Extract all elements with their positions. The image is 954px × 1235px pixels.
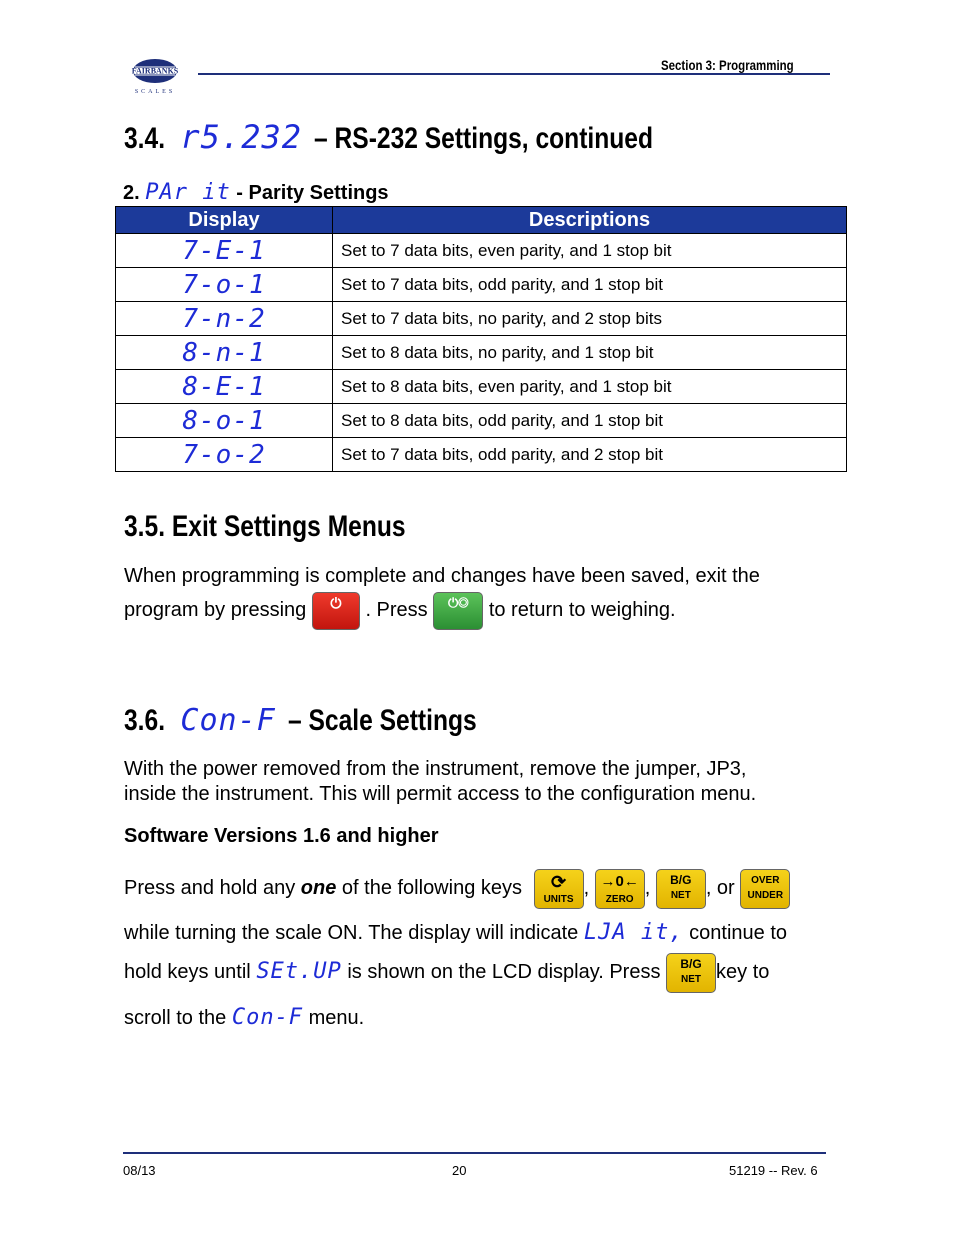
rs232-lcd-code: r5.232 (180, 118, 302, 156)
table-row (116, 234, 847, 268)
cal-print-key-icon: ⏻◎ CAL/PRINT (433, 592, 483, 630)
section-3-4-title: – RS-232 Settings, continued (314, 122, 654, 155)
exit-text-a: program by pressing (124, 599, 307, 621)
table-row (116, 438, 847, 472)
table-row (116, 336, 847, 370)
exit-text-b: . Press (365, 599, 428, 621)
footer-rule (123, 1152, 826, 1154)
section-3-5-heading: 3.5. Exit Settings Menus (124, 510, 406, 543)
indicate-text-b: continue to (689, 922, 787, 944)
hold-keys-line (124, 950, 769, 994)
hold-text-a: hold keys until (124, 961, 251, 983)
units-key-icon: ⟳ UNITS (534, 869, 584, 909)
table-row (116, 268, 847, 302)
setup-lcd-code: SEt.UP (256, 959, 342, 984)
row-desc: Set to 7 data bits, odd parity, and 1 stop bit (333, 268, 847, 302)
row-code: 7-n-2 (116, 302, 333, 336)
section-3-6-heading (124, 703, 518, 738)
press-text-one: one (300, 877, 337, 899)
exit-para-line1: When programming is complete and changes have been saved, exit the (124, 565, 760, 587)
zero-key-icon: →0← ZERO (595, 869, 645, 909)
row-desc: Set to 7 data bits, even parity, and 1 stop bit (333, 234, 847, 268)
scroll-text-b: menu. (308, 1007, 365, 1029)
parity-table (115, 206, 847, 472)
wait-lcd-code: LJA it, (583, 920, 684, 945)
press-text-a: Press and hold any (124, 877, 301, 899)
press-text-b: of the following keys (336, 877, 522, 899)
section-3-4-heading (124, 118, 728, 156)
row-desc: Set to 7 data bits, no parity, and 2 stop bits (333, 302, 847, 336)
bg-net-key-icon: B/G NET (666, 953, 716, 993)
display-indicate-line (124, 920, 787, 946)
hold-text-b: is shown on the LCD display. Press (347, 961, 661, 983)
over-under-key-icon: OVER UNDER (740, 869, 790, 909)
table-row (116, 302, 847, 336)
table-row (116, 370, 847, 404)
section-3-6-title: – Scale Settings (288, 704, 477, 737)
row-desc: Set to 8 data bits, no parity, and 1 stop bit (333, 336, 847, 370)
indicate-text-a: while turning the scale ON. The display will indicate (124, 922, 579, 944)
row-desc: Set to 8 data bits, even parity, and 1 stop bit (333, 370, 847, 404)
row-code: 8-n-1 (116, 336, 333, 370)
off-key-icon: ⏻ OFF (312, 592, 360, 630)
jumper-line2: inside the instrument. This will permit access to the configuration menu. (124, 783, 757, 805)
footer-page-number: 20 (452, 1163, 467, 1178)
row-desc: Set to 8 data bits, odd parity, and 1 stop bit (333, 404, 847, 438)
logo-subtext: SCALES (134, 89, 176, 95)
fairbanks-logo (125, 55, 185, 99)
section-3-6-number: 3.6. (124, 704, 166, 737)
header-descriptions: Descriptions (333, 207, 847, 234)
table-row (116, 404, 847, 438)
section-label: Section 3: Programming (661, 57, 794, 73)
press-hold-line: Press and hold any one of the following keys ⟳ UNITS , →0← ZERO , B/G NET , or OVER UNDER (124, 866, 790, 910)
logo-text: FAIRBANKS (131, 66, 179, 76)
scroll-line (124, 1005, 364, 1031)
parity-number: 2. (123, 182, 140, 204)
row-code: 7-o-2 (116, 438, 333, 472)
row-code: 7-E-1 (116, 234, 333, 268)
table-header-row (116, 207, 847, 234)
footer-doc-number: 51219 -- Rev. 6 (729, 1163, 818, 1178)
row-desc: Set to 7 data bits, odd parity, and 2 stop bit (333, 438, 847, 472)
exit-text-c: to return to weighing. (488, 599, 676, 621)
row-code: 8-E-1 (116, 370, 333, 404)
jumper-para (124, 757, 756, 807)
row-code: 8-o-1 (116, 404, 333, 438)
header-rule (198, 73, 830, 75)
conf-lcd-code-inline: Con-F (231, 1005, 304, 1030)
section-3-4-number: 3.4. (124, 122, 166, 155)
jumper-line1: With the power removed from the instrument, remove the jumper, JP3, (124, 758, 747, 780)
conf-lcd-code: Con-F (180, 703, 276, 738)
parity-title: - Parity Settings (236, 182, 389, 204)
scroll-text-a: scroll to the (124, 1007, 227, 1029)
software-version-heading: Software Versions 1.6 and higher (124, 825, 439, 847)
parity-lcd-code: PAr it (145, 180, 231, 205)
exit-para-line2 (124, 588, 676, 639)
row-code: 7-o-1 (116, 268, 333, 302)
bg-net-key-icon: B/G NET (656, 869, 706, 909)
header-display: Display (116, 207, 333, 234)
footer-date: 08/13 (123, 1163, 156, 1178)
hold-text-c: key to (716, 961, 770, 983)
parity-subheading (123, 180, 389, 205)
